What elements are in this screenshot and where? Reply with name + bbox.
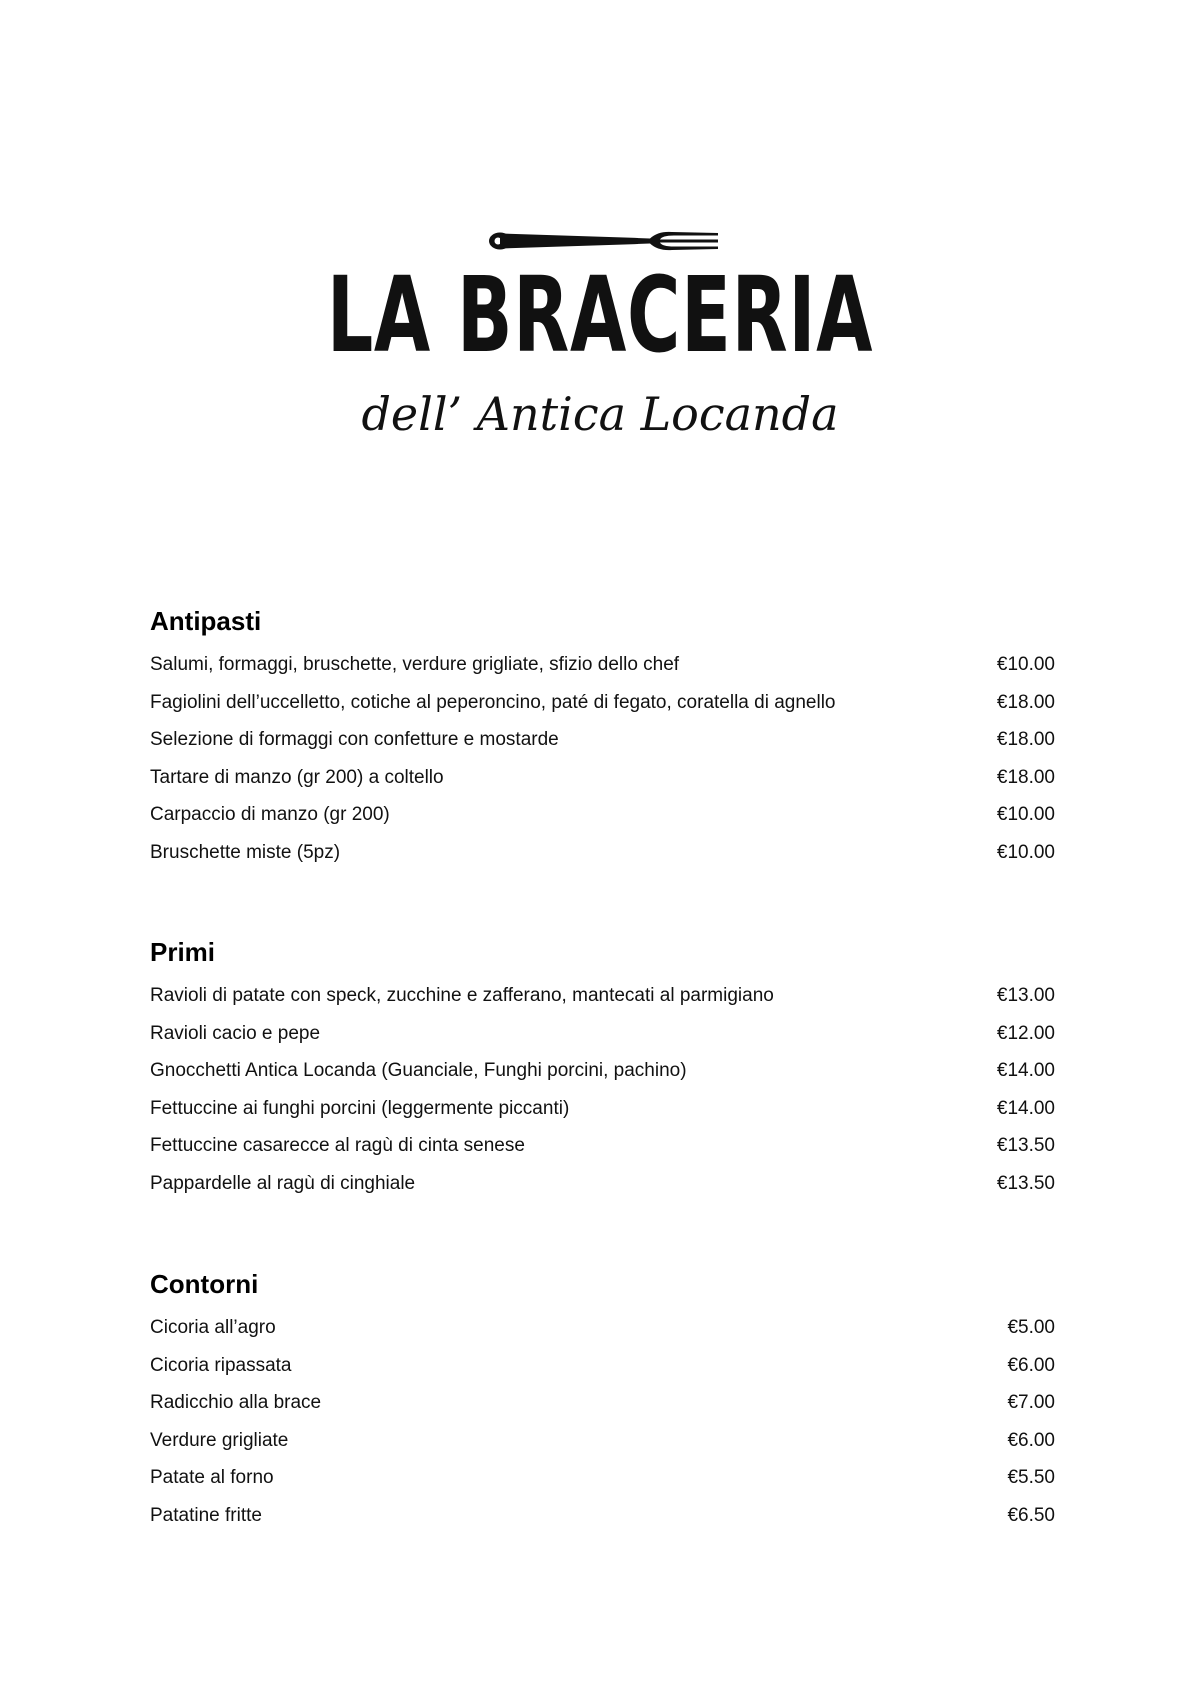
menu-item (150, 977, 1055, 1015)
menu-item (150, 721, 1055, 759)
item-price: €6.50 (1007, 1504, 1055, 1526)
item-price: €5.50 (1007, 1467, 1055, 1488)
item-price: €13.50 (996, 1135, 1055, 1156)
menu-item (150, 684, 1055, 722)
menu-item (150, 1090, 1055, 1128)
item-name: Gnocchetti Antica Locanda (Guanciale, Funghi porcini, pachino) (150, 1060, 687, 1081)
brand-subtitle: dell’ Antica Locanda (361, 387, 839, 441)
item-name: Fettuccine casarecce al ragù di cinta senese (150, 1135, 525, 1156)
item-name: Selezione di formaggi con confetture e mostarde (150, 729, 559, 750)
item-price: €14.00 (996, 1097, 1055, 1119)
item-name: Salumi, formaggi, bruschette, verdure grigliate, sfizio dello chef (150, 654, 680, 675)
item-price: €18.00 (996, 691, 1055, 713)
item-name: Cicoria ripassata (150, 1354, 292, 1376)
item-price: €13.00 (996, 985, 1055, 1006)
item-price: €10.00 (996, 654, 1055, 675)
item-name: Bruschette miste (5pz) (150, 841, 341, 863)
item-name: Patate al forno (150, 1467, 274, 1488)
menu-item (150, 796, 1055, 834)
item-name: Ravioli di patate con speck, zucchine e zafferano, mantecati al parmigiano (150, 985, 774, 1006)
menu-item (150, 646, 1055, 684)
item-name: Radicchio alla brace (150, 1392, 322, 1413)
section-title: Contorni (150, 1269, 259, 1299)
menu-item (150, 1497, 1055, 1535)
section-title: Antipasti (150, 606, 262, 636)
menu-section-antipasti (150, 605, 1055, 871)
item-name: Patatine fritte (150, 1504, 262, 1526)
menu-item (150, 1459, 1055, 1497)
item-price: €6.00 (1007, 1354, 1055, 1376)
item-name: Verdure grigliate (150, 1429, 289, 1451)
item-price: €18.00 (996, 766, 1055, 788)
item-price: €14.00 (996, 1060, 1055, 1081)
menu-list (150, 977, 1055, 1202)
item-name: Carpaccio di manzo (gr 200) (150, 804, 390, 825)
item-name: Tartare di manzo (gr 200) a coltello (150, 766, 444, 788)
restaurant-logo (0, 0, 1200, 460)
menu-item (150, 1165, 1055, 1203)
brand-name: LA BRACERIA (326, 254, 874, 376)
section-title: Primi (150, 937, 216, 967)
item-price: €10.00 (996, 804, 1055, 825)
item-price: €7.00 (1007, 1392, 1055, 1413)
menu-item (150, 834, 1055, 872)
item-price: €10.00 (996, 841, 1055, 863)
menu-item (150, 759, 1055, 797)
menu-list (150, 1309, 1055, 1534)
menu-item (150, 1309, 1055, 1347)
menu-item (150, 1052, 1055, 1090)
menu-item (150, 1127, 1055, 1165)
menu-section-primi (150, 936, 1055, 1202)
menu-list (150, 646, 1055, 871)
item-price: €13.50 (996, 1172, 1055, 1194)
item-name: Cicoria all’agro (150, 1317, 276, 1338)
menu-item (150, 1384, 1055, 1422)
item-name: Pappardelle al ragù di cinghiale (150, 1172, 416, 1194)
item-name: Fagiolini dell’uccelletto, cotiche al peperoncino, paté di fegato, coratella di agnello (150, 691, 836, 713)
item-price: €6.00 (1007, 1429, 1055, 1451)
item-price: €12.00 (996, 1022, 1055, 1044)
item-price: €5.00 (1007, 1317, 1055, 1338)
item-name: Ravioli cacio e pepe (150, 1022, 321, 1044)
menu-item (150, 1422, 1055, 1460)
menu-item (150, 1015, 1055, 1053)
menu-item (150, 1347, 1055, 1385)
item-price: €18.00 (996, 729, 1055, 750)
item-name: Fettuccine ai funghi porcini (leggermente piccanti) (150, 1097, 570, 1119)
menu-section-contorni (150, 1268, 1055, 1534)
